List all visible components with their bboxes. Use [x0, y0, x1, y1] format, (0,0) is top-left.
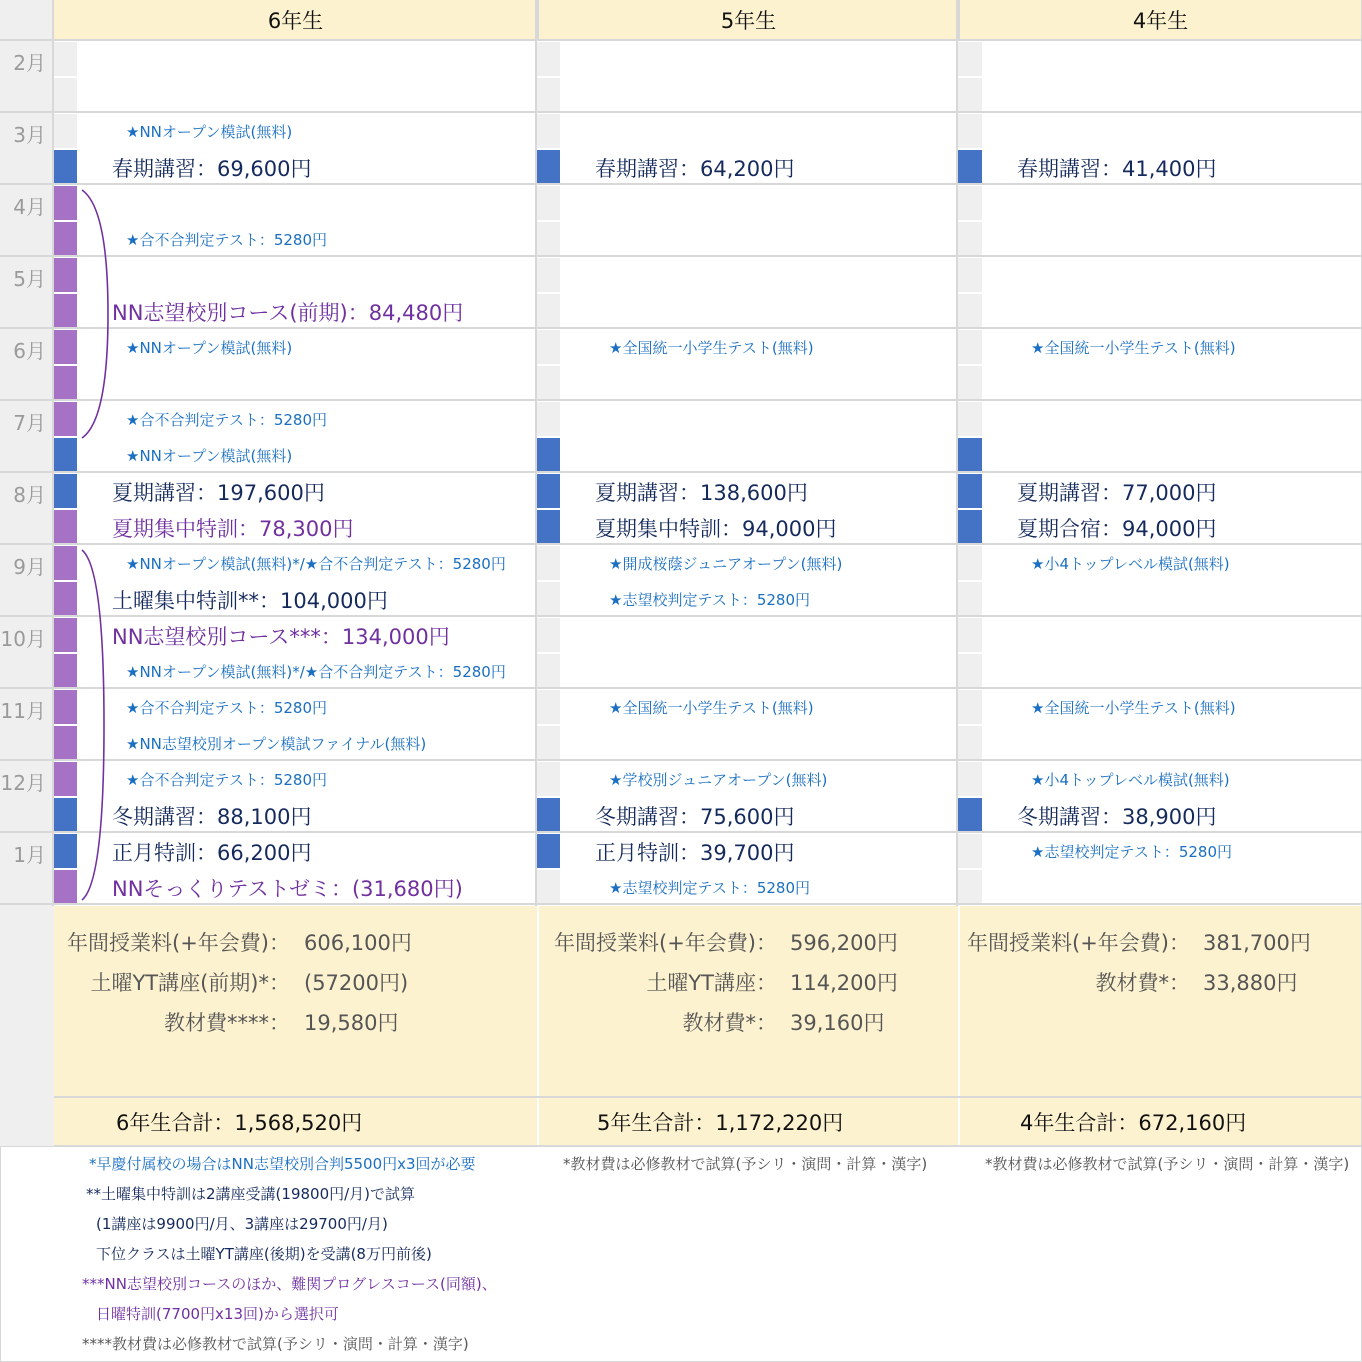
- header-grade6: [54, 0, 537, 41]
- header-grade5-label: 5年生: [720, 8, 777, 33]
- timeline-bar-gray: [537, 294, 560, 328]
- timeline-bar-blue: [537, 474, 560, 508]
- bar-separator: [54, 292, 78, 294]
- exam-event: ★合不合判定テスト：5280円: [126, 771, 328, 789]
- timeline-bar-blue: [537, 798, 560, 832]
- course-fee: 冬期講習：75,600円: [595, 805, 795, 829]
- month-label: 1月: [13, 843, 46, 867]
- course-fee: 春期講習：69,600円: [112, 157, 312, 181]
- bar-separator: [537, 580, 561, 582]
- timeline-bar-blue: [54, 474, 77, 508]
- header-grade4: [958, 0, 1361, 41]
- exam-event: ★NN志望校別オープン模試ファイナル(無料): [126, 735, 427, 753]
- row-divider: [0, 39, 1362, 41]
- timeline-bar-gray: [958, 114, 982, 148]
- timeline-bar-gray: [537, 726, 560, 760]
- timeline-bar-gray: [537, 618, 560, 652]
- exam-event: ★NNオープン模試(無料): [126, 447, 293, 465]
- timeline-bar-blue: [958, 510, 982, 544]
- timeline-bar-gray: [537, 762, 560, 796]
- course-fee: NN志望校別コース***：134,000円: [112, 625, 450, 649]
- timeline-bar-purple: [54, 726, 77, 760]
- timeline-bar-gray: [54, 114, 77, 148]
- course-fee: 夏期講習：197,600円: [112, 481, 325, 505]
- course-fee: 冬期講習：88,100円: [112, 805, 312, 829]
- footnote: *教材費は必修教材で試算(予シリ・演問・計算・漢字): [985, 1155, 1350, 1173]
- bar-separator: [537, 364, 561, 366]
- bar-separator: [537, 292, 561, 294]
- month-label: 2月: [13, 51, 46, 75]
- row-divider: [0, 327, 1362, 329]
- summary-label: 教材費*：: [1095, 971, 1190, 995]
- timeline-bar-purple: [54, 366, 77, 400]
- bar-separator: [958, 724, 982, 726]
- row-divider: [0, 759, 1362, 761]
- row-divider: [0, 255, 1362, 257]
- timeline-bar-purple: [54, 258, 77, 292]
- timeline-bar-gray: [958, 222, 982, 256]
- timeline-bar-gray: [958, 402, 982, 436]
- summary-label: 土曜YT講座：: [646, 971, 777, 995]
- summary-value: 114,200円: [790, 971, 898, 995]
- timeline-bar-gray: [537, 366, 560, 400]
- timeline-bar-gray: [537, 114, 560, 148]
- bar-separator: [537, 724, 561, 726]
- header-grade4-label: 4年生: [1132, 8, 1189, 33]
- header-grade5: [537, 0, 958, 41]
- bar-separator: [54, 76, 78, 78]
- summary-label: 年間授業料(+年会費)：: [967, 931, 1190, 955]
- course-fee: 土曜集中特訓**：104,000円: [112, 589, 388, 613]
- summary-value: 596,200円: [790, 931, 898, 955]
- month-label: 7月: [13, 411, 46, 435]
- summary-label: 教材費****：: [164, 1011, 290, 1035]
- exam-event: ★志望校判定テスト：5280円: [609, 591, 811, 609]
- bar-separator: [958, 580, 982, 582]
- bar-separator: [54, 364, 78, 366]
- header-grade6-label: 6年生: [267, 8, 324, 33]
- month-label: 3月: [13, 123, 46, 147]
- timeline-bar-gray: [958, 690, 982, 724]
- timeline-bar-purple: [54, 546, 77, 580]
- grade6-total-cell: [54, 1098, 537, 1145]
- timeline-bar-gray: [537, 78, 560, 112]
- timeline-bar-gray: [958, 330, 982, 364]
- course-fee: 夏期講習：77,000円: [1017, 481, 1217, 505]
- timeline-bar-gray: [537, 582, 560, 616]
- exam-event: ★NNオープン模試(無料)*/★合不合判定テスト：5280円: [126, 663, 506, 681]
- summary-value: 39,160円: [790, 1011, 885, 1035]
- bar-separator: [537, 220, 561, 222]
- timeline-bar-gray: [537, 690, 560, 724]
- timeline-bar-blue: [958, 474, 982, 508]
- row-divider: [0, 903, 1362, 905]
- footnote: ***NN志望校別コースのほか、難関プログレスコース(同額)、: [82, 1275, 497, 1293]
- row-divider: [0, 687, 1362, 689]
- bar-separator: [54, 580, 78, 582]
- summary-label: 年間授業料(+年会費)：: [554, 931, 777, 955]
- timeline-bar-gray: [958, 186, 982, 220]
- timeline-bar-blue: [537, 150, 560, 184]
- timeline-bar-gray: [958, 654, 982, 688]
- footnote: *早慶付属校の場合はNN志望校別合判5500円x3回が必要: [89, 1155, 476, 1173]
- month-label: 9月: [13, 555, 46, 579]
- timeline-bar-gray: [537, 42, 560, 76]
- month-label: 6月: [13, 339, 46, 363]
- timeline-bar-gray: [537, 546, 560, 580]
- grade6-total: 6年生合計：1,568,520円: [116, 1110, 363, 1135]
- row-divider: [0, 183, 1362, 185]
- timeline-bar-purple: [54, 654, 77, 688]
- course-fee: 春期講習：41,400円: [1017, 157, 1217, 181]
- exam-event: ★合不合判定テスト：5280円: [126, 411, 328, 429]
- course-fee: 夏期合宿：94,000円: [1017, 517, 1217, 541]
- footnote: *教材費は必修教材で試算(予シリ・演問・計算・漢字): [563, 1155, 928, 1173]
- timeline-bar-gray: [958, 366, 982, 400]
- timeline-bar-purple: [54, 582, 77, 616]
- bar-separator: [958, 436, 982, 438]
- row-divider: [0, 615, 1362, 617]
- timeline-bar-blue: [54, 834, 77, 868]
- course-fee: 春期講習：64,200円: [595, 157, 795, 181]
- timeline-bar-gray: [537, 186, 560, 220]
- bar-separator: [537, 796, 561, 798]
- bar-separator: [54, 148, 78, 150]
- footnote: (1講座は9900円/月、3講座は29700円/月): [96, 1215, 388, 1233]
- bar-separator: [537, 436, 561, 438]
- timeline-bar-blue: [54, 798, 77, 832]
- course-fee: 正月特訓：66,200円: [112, 841, 312, 865]
- timeline-bar-blue: [537, 438, 560, 472]
- timeline-bar-gray: [537, 258, 560, 292]
- exam-event: ★NNオープン模試(無料)*/★合不合判定テスト：5280円: [126, 555, 506, 573]
- course-fee: 夏期集中特訓：94,000円: [595, 517, 837, 541]
- bar-separator: [958, 148, 982, 150]
- timeline-bar-gray: [537, 654, 560, 688]
- grade4-total: 4年生合計：672,160円: [1020, 1110, 1247, 1135]
- timeline-bar-gray: [537, 870, 560, 904]
- row-divider: [0, 543, 1362, 545]
- bar-separator: [537, 508, 561, 510]
- exam-event: ★小4トップレベル模試(無料): [1031, 555, 1230, 573]
- bar-separator: [537, 76, 561, 78]
- timeline-bar-gray: [958, 78, 982, 112]
- timeline-bar-gray: [958, 870, 982, 904]
- bar-separator: [54, 868, 78, 870]
- row-divider: [0, 831, 1362, 833]
- bar-separator: [537, 148, 561, 150]
- grade4-total-cell: [960, 1098, 1361, 1145]
- exam-event: ★合不合判定テスト：5280円: [126, 231, 328, 249]
- timeline-bar-purple: [54, 870, 77, 904]
- timeline-bar-purple: [54, 618, 77, 652]
- exam-event: ★NNオープン模試(無料): [126, 123, 293, 141]
- timeline-bar-blue: [537, 510, 560, 544]
- header-corner: [0, 0, 54, 41]
- timeline-bar-gray: [54, 78, 77, 112]
- timeline-bar-gray: [958, 618, 982, 652]
- exam-event: ★全国統一小学生テスト(無料): [609, 699, 814, 717]
- timeline-bar-blue: [958, 150, 982, 184]
- timeline-bar-gray: [958, 726, 982, 760]
- exam-event: ★志望校判定テスト：5280円: [609, 879, 811, 897]
- bar-separator: [958, 652, 982, 654]
- timeline-bar-gray: [958, 834, 982, 868]
- bar-separator: [54, 508, 78, 510]
- month-label: 8月: [13, 483, 46, 507]
- bar-separator: [537, 652, 561, 654]
- footnote: 下位クラスは土曜YT講座(後期)を受講(8万円前後): [96, 1245, 432, 1263]
- timeline-bar-purple: [54, 510, 77, 544]
- month-label: 11月: [0, 699, 46, 723]
- timeline-bar-blue: [54, 438, 77, 472]
- summary-label: 教材費*：: [682, 1011, 777, 1035]
- timeline-bar-gray: [958, 294, 982, 328]
- timeline-bar-purple: [54, 402, 77, 436]
- bar-separator: [958, 220, 982, 222]
- timeline-bar-gray: [958, 546, 982, 580]
- timeline-bar-blue: [54, 150, 77, 184]
- exam-event: ★全国統一小学生テスト(無料): [609, 339, 814, 357]
- bar-separator: [54, 796, 78, 798]
- row-divider: [0, 399, 1362, 401]
- summary-value: 606,100円: [304, 931, 412, 955]
- month-label: 12月: [0, 771, 46, 795]
- row-divider: [0, 111, 1362, 113]
- timeline-bar-purple: [54, 762, 77, 796]
- footnote: **土曜集中特訓は2講座受講(19800円/月)で試算: [86, 1185, 416, 1203]
- month-label: 4月: [13, 195, 46, 219]
- grade5-total-cell: [539, 1098, 958, 1145]
- timeline-bar-gray: [958, 42, 982, 76]
- footnote: 日曜特訓(7700円x13回)から選択可: [96, 1305, 339, 1323]
- course-fee: 夏期集中特訓：78,300円: [112, 517, 354, 541]
- row-divider: [0, 1145, 1362, 1147]
- timeline-bar-blue: [958, 438, 982, 472]
- timeline-bar-gray: [958, 582, 982, 616]
- timeline-bar-gray: [537, 330, 560, 364]
- timeline-bar-gray: [54, 42, 77, 76]
- timeline-bar-purple: [54, 222, 77, 256]
- timeline-bar-purple: [54, 186, 77, 220]
- exam-event: ★小4トップレベル模試(無料): [1031, 771, 1230, 789]
- timeline-bar-blue: [958, 798, 982, 832]
- timeline-bar-purple: [54, 690, 77, 724]
- timeline-bar-purple: [54, 330, 77, 364]
- course-fee: 正月特訓：39,700円: [595, 841, 795, 865]
- row-divider: [0, 471, 1362, 473]
- exam-event: ★学校別ジュニアオープン(無料): [609, 771, 828, 789]
- footnote: ****教材費は必修教材で試算(予シリ・演問・計算・漢字): [82, 1335, 469, 1353]
- summary-label: 土曜YT講座(前期)*：: [90, 971, 290, 995]
- summary-value: 19,580円: [304, 1011, 399, 1035]
- bar-separator: [54, 652, 78, 654]
- timeline-bar-gray: [537, 402, 560, 436]
- timeline-bar-gray: [958, 258, 982, 292]
- bar-separator: [537, 868, 561, 870]
- summary-value: 381,700円: [1203, 931, 1311, 955]
- bar-separator: [958, 868, 982, 870]
- course-fee: NNそっくりテストゼミ：(31,680円): [112, 877, 463, 901]
- summary-value: 33,880円: [1203, 971, 1298, 995]
- course-fee: NN志望校別コース(前期)：84,480円: [112, 301, 464, 325]
- timeline-bar-gray: [958, 762, 982, 796]
- bar-separator: [958, 508, 982, 510]
- bar-separator: [54, 220, 78, 222]
- bar-separator: [958, 364, 982, 366]
- timeline-bar-purple: [54, 294, 77, 328]
- exam-event: ★合不合判定テスト：5280円: [126, 699, 328, 717]
- summary-label: 年間授業料(+年会費)：: [67, 931, 290, 955]
- course-fee: 冬期講習：38,900円: [1017, 805, 1217, 829]
- grade5-total: 5年生合計：1,172,220円: [597, 1110, 844, 1135]
- exam-event: ★開成桜蔭ジュニアオープン(無料): [609, 555, 843, 573]
- timeline-bar-gray: [537, 222, 560, 256]
- summary-value: (57200円): [304, 971, 409, 995]
- exam-event: ★NNオープン模試(無料): [126, 339, 293, 357]
- course-fee: 夏期講習：138,600円: [595, 481, 808, 505]
- month-label: 10月: [0, 627, 46, 651]
- exam-event: ★志望校判定テスト：5280円: [1031, 843, 1233, 861]
- month-label: 5月: [13, 267, 46, 291]
- bar-separator: [958, 292, 982, 294]
- bar-separator: [958, 76, 982, 78]
- timeline-bar-blue: [537, 834, 560, 868]
- bar-separator: [54, 436, 78, 438]
- bar-separator: [54, 724, 78, 726]
- bar-separator: [958, 796, 982, 798]
- exam-event: ★全国統一小学生テスト(無料): [1031, 699, 1236, 717]
- exam-event: ★全国統一小学生テスト(無料): [1031, 339, 1236, 357]
